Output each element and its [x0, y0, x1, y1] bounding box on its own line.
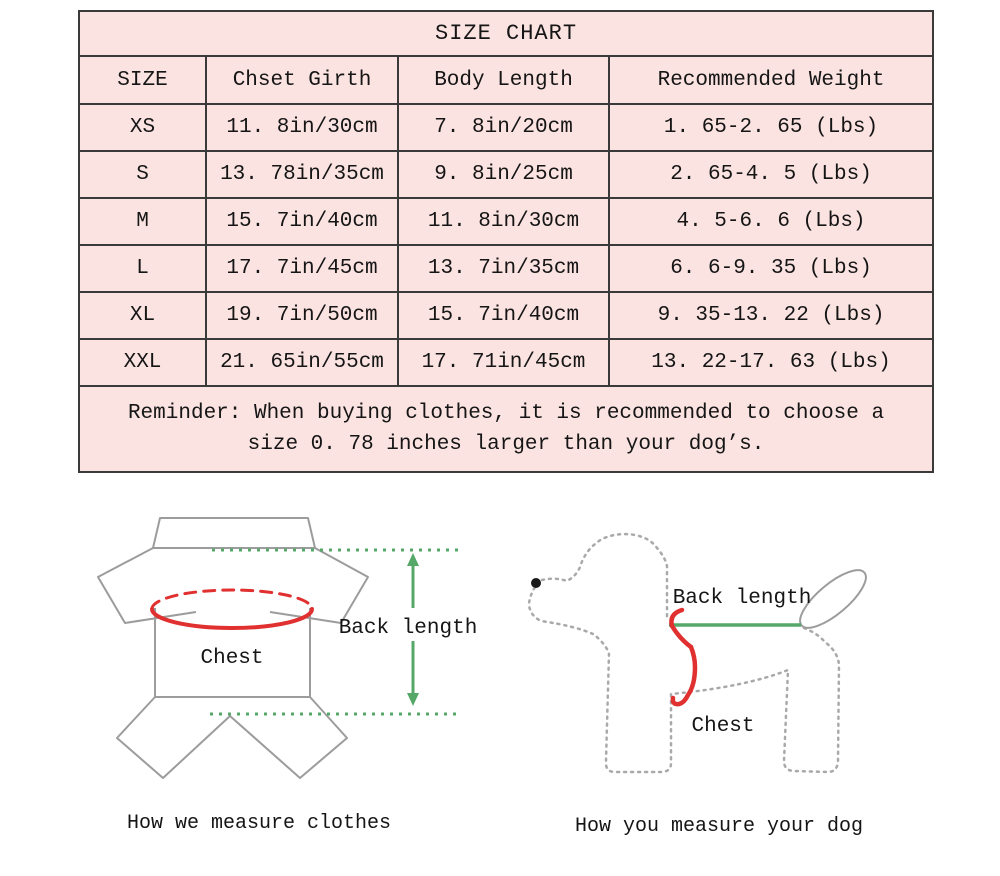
cell-weight: 2. 65-4. 5 (Lbs) — [609, 151, 933, 198]
cell-weight: 6. 6-9. 35 (Lbs) — [609, 245, 933, 292]
reminder-note — [79, 386, 933, 472]
cell-size: S — [79, 151, 206, 198]
chest-girth-ellipse — [152, 590, 312, 628]
cell-size: XL — [79, 292, 206, 339]
cell-weight: 1. 65-2. 65 (Lbs) — [609, 104, 933, 151]
cell-body: 11. 8in/30cm — [398, 198, 609, 245]
column-header-recommended-weight: Recommended Weight — [609, 56, 933, 104]
cell-chest: 13. 78in/35cm — [206, 151, 398, 198]
arrow-up-head-icon — [407, 553, 419, 566]
table-row-xl — [79, 292, 933, 339]
dog-outline-sketch — [529, 534, 839, 772]
table-row-xs — [79, 104, 933, 151]
cell-weight: 4. 5-6. 6 (Lbs) — [609, 198, 933, 245]
column-header-chest-girth: Chset Girth — [206, 56, 398, 104]
column-header-size: SIZE — [79, 56, 206, 104]
cell-body: 7. 8in/20cm — [398, 104, 609, 151]
cell-chest: 19. 7in/50cm — [206, 292, 398, 339]
column-header-body-length: Body Length — [398, 56, 609, 104]
clothes-diagram-caption: How we measure clothes — [126, 812, 392, 835]
clothes-measurement-diagram — [85, 505, 485, 805]
arrow-down-head-icon — [407, 693, 419, 706]
cell-body: 15. 7in/40cm — [398, 292, 609, 339]
clothes-back-length-label: Back length — [338, 617, 478, 640]
reminder-line-2: size 0. 78 inches larger than your dog’s. — [247, 433, 765, 456]
cell-size: M — [79, 198, 206, 245]
cell-body: 13. 7in/35cm — [398, 245, 609, 292]
cell-weight: 9. 35-13. 22 (Lbs) — [609, 292, 933, 339]
table-title: SIZE CHART — [79, 11, 933, 56]
dog-diagram-caption: How you measure your dog — [575, 815, 864, 838]
cell-chest: 15. 7in/40cm — [206, 198, 398, 245]
cell-weight: 13. 22-17. 63 (Lbs) — [609, 339, 933, 386]
table-row-xxl — [79, 339, 933, 386]
cell-size: XS — [79, 104, 206, 151]
size-chart-table — [78, 10, 934, 473]
cell-size: XXL — [79, 339, 206, 386]
dog-nose-dot — [531, 578, 541, 588]
table-row-s — [79, 151, 933, 198]
reminder-line-1: Reminder: When buying clothes, it is recommended to choose a — [127, 402, 885, 425]
cell-body: 9. 8in/25cm — [398, 151, 609, 198]
cell-chest: 11. 8in/30cm — [206, 104, 398, 151]
dog-chest-label: Chest — [691, 715, 755, 738]
clothes-chest-label: Chest — [200, 647, 264, 670]
cell-size: L — [79, 245, 206, 292]
cell-chest: 17. 7in/45cm — [206, 245, 398, 292]
dog-measurement-diagram — [505, 515, 985, 815]
dog-back-length-label: Back length — [672, 587, 812, 610]
cell-chest: 21. 65in/55cm — [206, 339, 398, 386]
cell-body: 17. 71in/45cm — [398, 339, 609, 386]
table-row-m — [79, 198, 933, 245]
table-row-l — [79, 245, 933, 292]
